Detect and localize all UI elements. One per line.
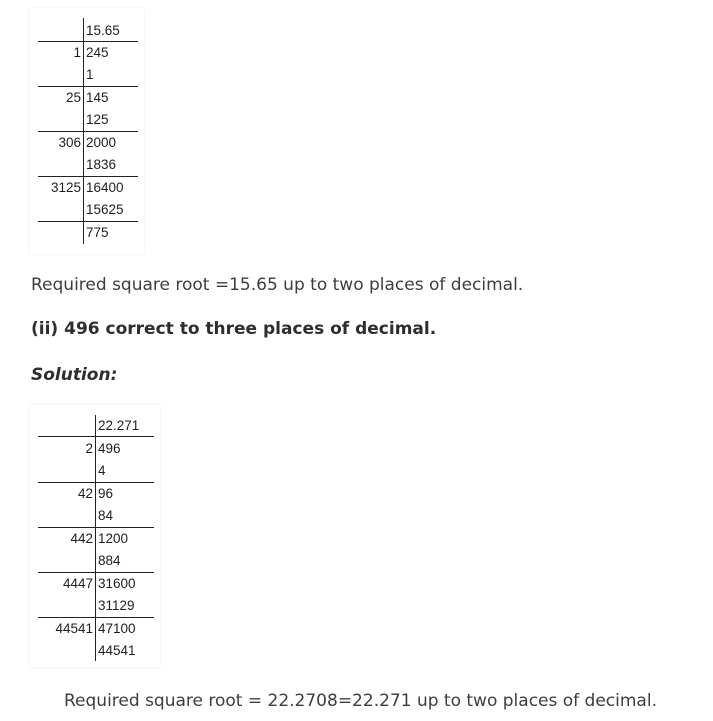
division-rule [38,436,154,437]
subtrahend: 84 [98,508,114,523]
subtrahend: 4 [98,463,106,478]
quotient: 15.65 [86,23,120,38]
dividend: 16400 [86,180,124,195]
dividend: 31600 [98,576,136,591]
subtrahend: 884 [98,553,121,568]
divisor: 25 [65,90,81,105]
result-text-1: Required square root =15.65 up to two places of decimal. [31,275,524,295]
divisor: 4447 [62,576,93,591]
subtrahend: 1 [86,67,94,82]
remainder: 775 [86,225,109,240]
solution-label: Solution: [31,365,118,385]
quotient: 22.271 [98,418,140,433]
divisor: 42 [77,486,93,501]
dividend: 245 [86,45,109,60]
divisor: 44541 [55,621,93,636]
subtrahend: 125 [86,112,109,127]
divisor: 306 [58,135,81,150]
divisor: 3125 [50,180,81,195]
dividend: 47100 [98,621,136,636]
dividend: 2000 [86,135,117,150]
dividend: 496 [98,441,121,456]
dividend: 145 [86,90,109,105]
subtrahend: 44541 [98,643,136,658]
divisor: 442 [70,531,93,546]
divisor: 1 [73,45,81,60]
long-division-table-2 [30,405,160,667]
dividend: 96 [98,486,114,501]
divisor: 2 [85,441,93,456]
question-heading: (ii) 496 correct to three places of decimal. [31,319,437,339]
subtrahend: 31129 [98,598,135,613]
dividend: 1200 [98,531,129,546]
result-text-2: Required square root = 22.2708=22.271 up to two places of decimal. [64,691,657,711]
subtrahend: 15625 [86,202,124,217]
subtrahend: 1836 [86,157,117,172]
long-division-table-1 [30,8,144,254]
